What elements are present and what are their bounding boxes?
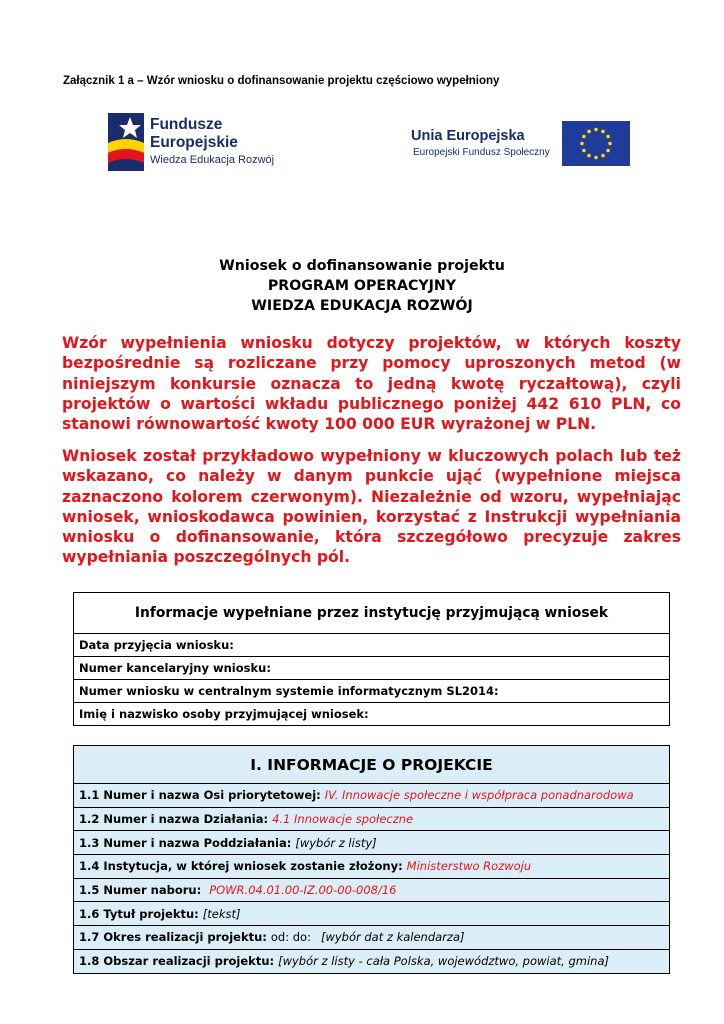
project-info-table bbox=[73, 745, 670, 974]
project-row-priority-axis bbox=[74, 784, 669, 808]
project-row-title bbox=[74, 902, 669, 926]
row-label: 1.5 Numer naboru: bbox=[79, 883, 202, 898]
row-value: [wybór z listy] bbox=[295, 835, 377, 850]
info-row-sl2014-number: Numer wniosku w centralnym systemie informatycznym SL2014: bbox=[74, 680, 669, 703]
project-row-measure bbox=[74, 808, 669, 832]
fe-logo-line3: Wiedza Edukacja Rozwój bbox=[150, 154, 275, 166]
fe-star-icon bbox=[108, 113, 144, 171]
info-row-date: Data przyjęcia wniosku: bbox=[74, 634, 669, 657]
row-label: 1.2 Numer i nazwa Działania: bbox=[79, 812, 269, 827]
project-row-institution bbox=[74, 855, 669, 879]
institution-info-table bbox=[73, 592, 670, 726]
info-row-receiver-name: Imię i nazwisko osoby przyjmującej wniosek: bbox=[79, 707, 369, 721]
title-line3: WIEDZA EDUKACJA ROZWÓJ bbox=[251, 298, 473, 314]
row-value: 4.1 Innowacje społeczne bbox=[272, 812, 414, 827]
ue-logo-line2: Europejski Fundusz Społeczny bbox=[413, 147, 550, 158]
project-table-header: I. INFORMACJE O PROJEKCIE bbox=[74, 746, 669, 784]
row-value: Ministerstwo Rozwoju bbox=[406, 859, 532, 874]
project-row-period bbox=[74, 926, 669, 950]
note-paragraph-1: Wzór wypełnienia wniosku dotyczy projektów, w których koszty bezpośrednie są rozliczane przy pomocy uproszonych metod (w niniejszym konkursie oznacza to jedną kwotę ryczałtową), czyli projektów o wartości wkładu publicznego poniżej 442 610 PLN, co stanowi równowartość kwoty 100 000 EUR wyrażonej w PLN. bbox=[62, 334, 681, 434]
project-row-submeasure bbox=[74, 831, 669, 855]
row-label: 1.4 Instytucja, w której wniosek zostanie złożony: bbox=[79, 859, 403, 874]
row-label: 1.1 Numer i nazwa Osi priorytetowej: bbox=[79, 788, 321, 803]
row-label: 1.3 Numer i nazwa Poddziałania: bbox=[79, 835, 292, 850]
row-value: POWR.04.01.00-IZ.00-00-008/16 bbox=[209, 883, 397, 898]
row-label: 1.6 Tytuł projektu: bbox=[79, 906, 199, 921]
annex-title: Załącznik 1 a – Wzór wniosku o dofinansowanie projektu częściowo wypełniony bbox=[63, 75, 500, 87]
project-row-call-number bbox=[74, 879, 669, 903]
row-value: IV. Innowacje społeczne i współpraca ponadnarodowa bbox=[324, 788, 634, 803]
row-label: 1.7 Okres realizacji projektu: bbox=[79, 930, 267, 945]
info-row-office-number: Numer kancelaryjny wniosku: bbox=[74, 657, 669, 680]
document-title bbox=[60, 256, 664, 316]
row-label: 1.8 Obszar realizacji projektu: bbox=[79, 954, 275, 969]
title-line2: PROGRAM OPERACYJNY bbox=[267, 278, 457, 294]
eu-flag-icon bbox=[562, 121, 630, 166]
row-value: [wybór dat z kalendarza] bbox=[320, 930, 465, 945]
note-paragraph-2: Wniosek został przykładowo wypełniony w kluczowych polach lub też wskazano, co należy w danym punkcie ująć (wypełnione miejsca zaznaczono kolorem czerwonym). Niezależnie od wzoru, wypełniając wniosek, wnioskodawca powinien, korzystać z Instrukcji wypełniania wniosku o dofinansowanie, która szczegółowo precyzuje zakres wypełniania poszczególnych pól. bbox=[62, 447, 681, 567]
project-row-area bbox=[74, 950, 669, 973]
row-value: [tekst] bbox=[202, 906, 241, 921]
fundusze-europejskie-logo bbox=[108, 113, 288, 171]
info-table-header: Informacje wypełniane przez instytucję przyjmującą wniosek bbox=[74, 593, 669, 634]
fe-logo-line2: Europejskie bbox=[150, 134, 238, 151]
ue-logo-line1: Unia Europejska bbox=[411, 128, 525, 144]
row-extra: od: do: bbox=[270, 930, 311, 945]
row-value: [wybór z listy - cała Polska, województwo, powiat, gmina] bbox=[278, 954, 609, 969]
fe-logo-line1: Fundusze bbox=[150, 116, 223, 133]
title-line1: Wniosek o dofinansowanie projektu bbox=[219, 258, 505, 274]
